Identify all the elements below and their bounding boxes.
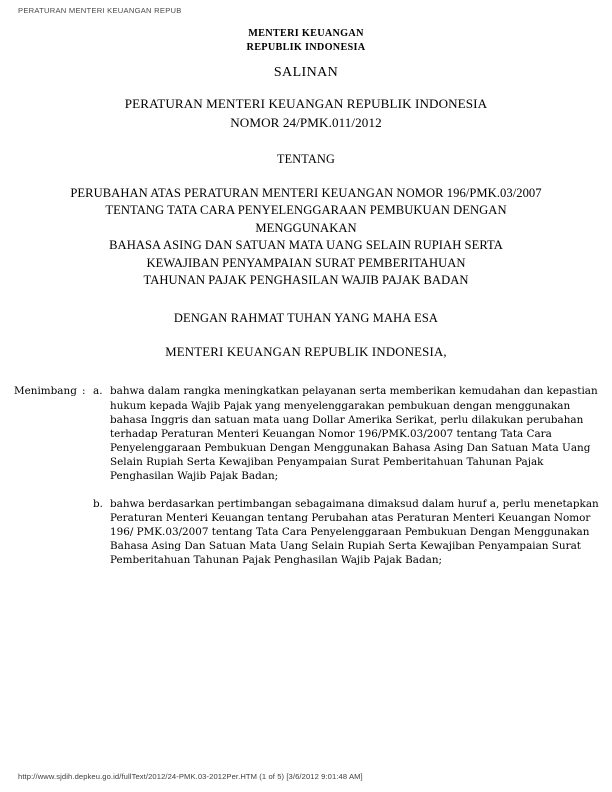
consideration-marker-b: b. <box>93 497 103 510</box>
document-subject <box>0 185 612 289</box>
browser-page-title <box>0 0 612 20</box>
consideration-item-b <box>0 497 612 567</box>
consideration-text-b: bahwa berdasarkan pertimbangan sebagaimana dimaksud dalam huruf a, perlu menetapkan Peraturan Menteri Keuangan tentang Perubahan atas Peraturan Menteri Keuangan Nomor 196/ PMK.03/2007 tentang Tata Cara Penyelenggaraan Pembukuan Dengan Menggunakan Bahasa Asing Dan Satuan Mata Uang Selain Rupiah Serta Kewajiban Penyampaian Surat Pemberitahuan Tahunan Pajak Penghasilan Wajib Pajak Badan; <box>110 497 599 566</box>
subject-line-2: TENTANG TATA CARA PENYELENGGARAAN PEMBUKUAN DENGAN <box>105 203 507 218</box>
masthead-line-ministry: MENTERI KEUANGAN <box>248 28 364 39</box>
salinan-label: SALINAN <box>273 65 339 80</box>
subject-line-3: MENGGUNAKAN <box>255 220 357 235</box>
subject-line-6: TAHUNAN PAJAK PENGHASILAN WAJIB PAJAK BADAN <box>143 273 469 288</box>
considerations-section <box>0 384 612 567</box>
subject-line-5: KEWAJIBAN PENYAMPAIAN SURAT PEMBERITAHUAN <box>146 255 466 270</box>
considerations-label: Menimbang <box>14 385 77 398</box>
tentang-label: TENTANG <box>277 152 335 166</box>
invocation-line: DENGAN RAHMAT TUHAN YANG MAHA ESA <box>173 311 439 326</box>
document-page <box>0 20 612 765</box>
print-footer <box>18 772 363 781</box>
browser-page-title-text: PERATURAN MENTERI KEUANGAN REPUB <box>18 5 182 15</box>
consideration-text-a: bahwa dalam rangka meningkatkan pelayanan serta memberikan kemudahan dan kepastian hukum kepada Wajib Pajak yang menyelenggarakan pembukuan dengan menggunakan bahasa Inggris dan satuan mata uang Dollar Amerika Serikat, perlu dilakukan perubahan terhadap Peraturan Menteri Keuangan Nomor 196/PMK.03/2007 tentang Tata Cara Penyelenggaraan Pembukuan Dengan Menggunakan Bahasa Asing Dan Satuan Mata Uang Selain Rupiah Serta Kewajiban Penyampaian Surat Pemberitahuan Tahunan Pajak Penghasilan Wajib Pajak Badan; <box>110 385 598 482</box>
print-footer-text: http://www.sjdih.depkeu.go.id/fullText/2012/24-PMK.03-2012Per.HTM (1 of 5) [3/6/2012 9:01:48 AM] <box>18 772 363 781</box>
subject-line-1: PERUBAHAN ATAS PERATURAN MENTERI KEUANGAN NOMOR 196/PMK.03/2007 <box>70 186 542 200</box>
considerations-colon: : <box>82 385 86 398</box>
document-title-line-1: PERATURAN MENTERI KEUANGAN REPUBLIK INDONESIA <box>124 96 488 111</box>
document-title <box>0 95 612 132</box>
masthead-line-country: REPUBLIK INDONESIA <box>246 41 366 53</box>
consideration-item-a <box>0 384 612 483</box>
masthead <box>0 27 612 54</box>
consideration-marker-a: a. <box>93 385 103 398</box>
document-title-line-2: NOMOR 24/PMK.011/2012 <box>230 114 382 130</box>
signatory-line: MENTERI KEUANGAN REPUBLIK INDONESIA, <box>165 345 447 360</box>
subject-line-4: BAHASA ASING DAN SATUAN MATA UANG SELAIN RUPIAH SERTA <box>109 238 503 253</box>
